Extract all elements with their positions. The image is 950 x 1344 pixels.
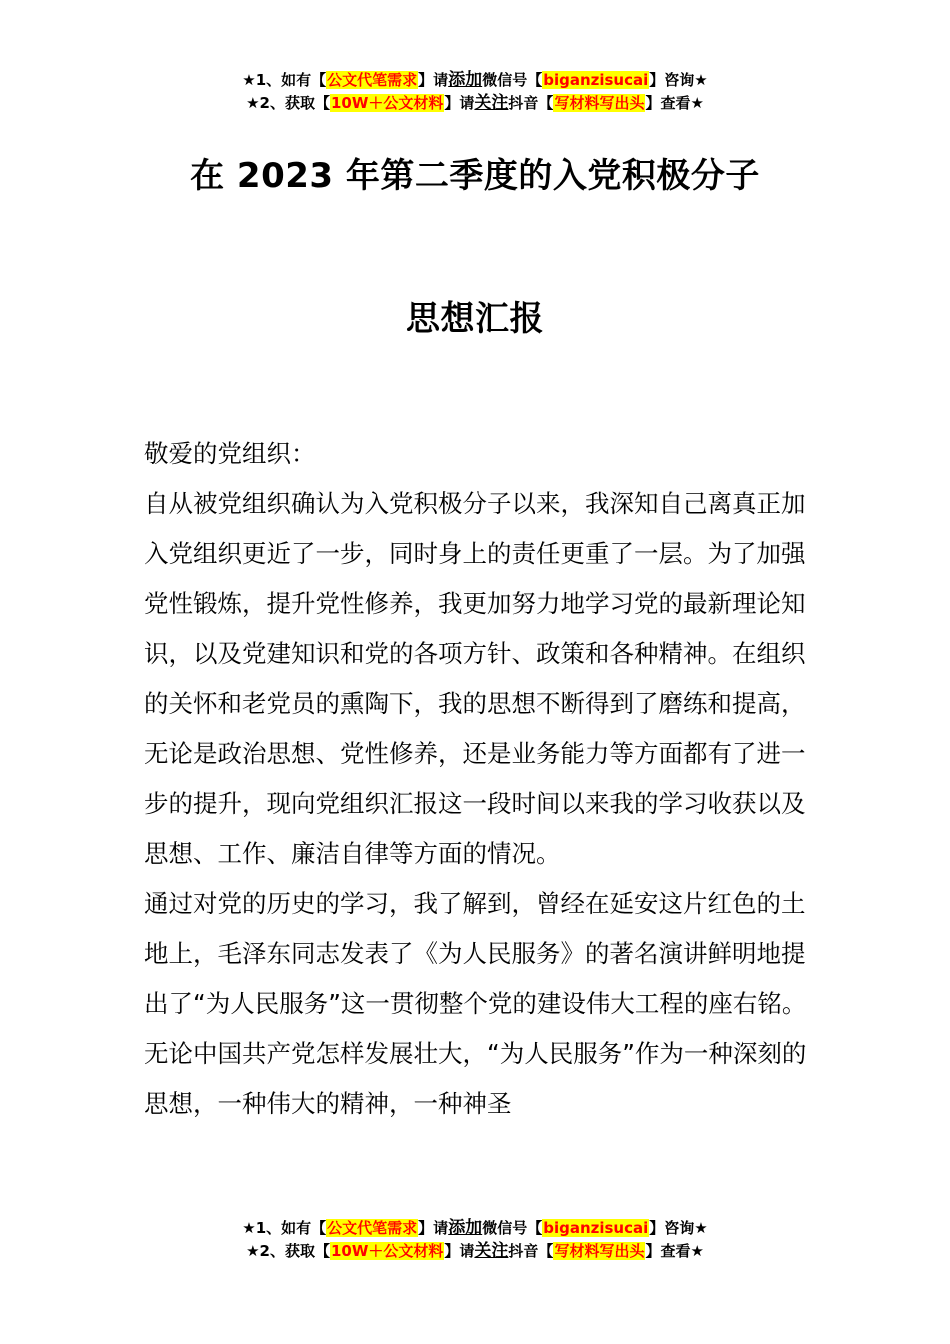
promo-banner-top bbox=[0, 69, 950, 115]
promo-text: 】请 bbox=[418, 71, 449, 89]
promo-emphasis: 关注 bbox=[474, 93, 509, 113]
promo-highlight: 公文代笔需求 bbox=[327, 71, 418, 89]
promo-text: ★1、如有【 bbox=[242, 1219, 327, 1237]
promo-highlight: biganzisucai bbox=[543, 1219, 649, 1237]
promo-emphasis: 关注 bbox=[474, 1241, 509, 1261]
paragraph: 自从被党组织确认为入党积极分子以来，我深知自己离真正加入党组织更近了一步，同时身上的责任更重了一层。为了加强党性锻炼，提升党性修养，我更加努力地学习党的最新理论知识，以及党建知识和党的各项方针、政策和各种精神。在组织的关怀和老党员的熏陶下，我的思想不断得到了磨练和提高，无论是政治思想、党性修养，还是业务能力等方面都有了进一步的提升，现向党组织汇报这一段时间以来我的学习收获以及思想、工作、廉洁自律等方面的情况。 bbox=[144, 489, 806, 868]
promo-text: 抖音【 bbox=[508, 1242, 554, 1260]
promo-emphasis: 添加 bbox=[448, 70, 483, 90]
promo-text: ★1、如有【 bbox=[242, 71, 327, 89]
promo-line-1 bbox=[0, 1217, 950, 1240]
promo-banner-bottom bbox=[0, 1217, 950, 1263]
promo-highlight: 10W＋公文材料 bbox=[330, 1242, 444, 1260]
promo-text: 】请 bbox=[418, 1219, 449, 1237]
promo-line-2 bbox=[0, 1240, 950, 1263]
document-title-line-2: 思想汇报 bbox=[406, 299, 544, 339]
salutation: 敬爱的党组织： bbox=[144, 439, 316, 468]
promo-text: 微信号【 bbox=[482, 1219, 543, 1237]
promo-text: 微信号【 bbox=[482, 71, 543, 89]
promo-text: ★2、获取【 bbox=[246, 1242, 330, 1260]
promo-text: 】请 bbox=[444, 94, 475, 112]
promo-highlight: biganzisucai bbox=[543, 71, 649, 89]
promo-text: 】查看★ bbox=[645, 1242, 704, 1260]
promo-text: 】咨询★ bbox=[649, 71, 708, 89]
paragraph: 通过对党的历史的学习，我了解到，曾经在延安这片红色的土地上，毛泽东同志发表了《为人民服务》的著名演讲鲜明地提出了“为人民服务”这一贯彻整个党的建设伟大工程的座右铭。无论中国共产党怎样发展壮大，“为人民服务”作为一种深刻的思想，一种伟大的精神，一种神圣 bbox=[144, 889, 807, 1118]
promo-line-2 bbox=[0, 92, 950, 115]
promo-highlight: 公文代笔需求 bbox=[327, 1219, 418, 1237]
document-title-line-1: 在 2023 年第二季度的入党积极分子 bbox=[190, 156, 760, 196]
promo-text: 】请 bbox=[444, 1242, 475, 1260]
promo-text: 】咨询★ bbox=[649, 1219, 708, 1237]
promo-text: 抖音【 bbox=[508, 94, 554, 112]
promo-highlight: 写材料写出头 bbox=[554, 94, 645, 112]
promo-text: 】查看★ bbox=[645, 94, 704, 112]
document-body bbox=[144, 429, 808, 1129]
promo-highlight: 写材料写出头 bbox=[554, 1242, 645, 1260]
promo-highlight: 10W＋公文材料 bbox=[330, 94, 444, 112]
promo-text: ★2、获取【 bbox=[246, 94, 330, 112]
promo-emphasis: 添加 bbox=[448, 1218, 483, 1238]
promo-line-1 bbox=[0, 69, 950, 92]
